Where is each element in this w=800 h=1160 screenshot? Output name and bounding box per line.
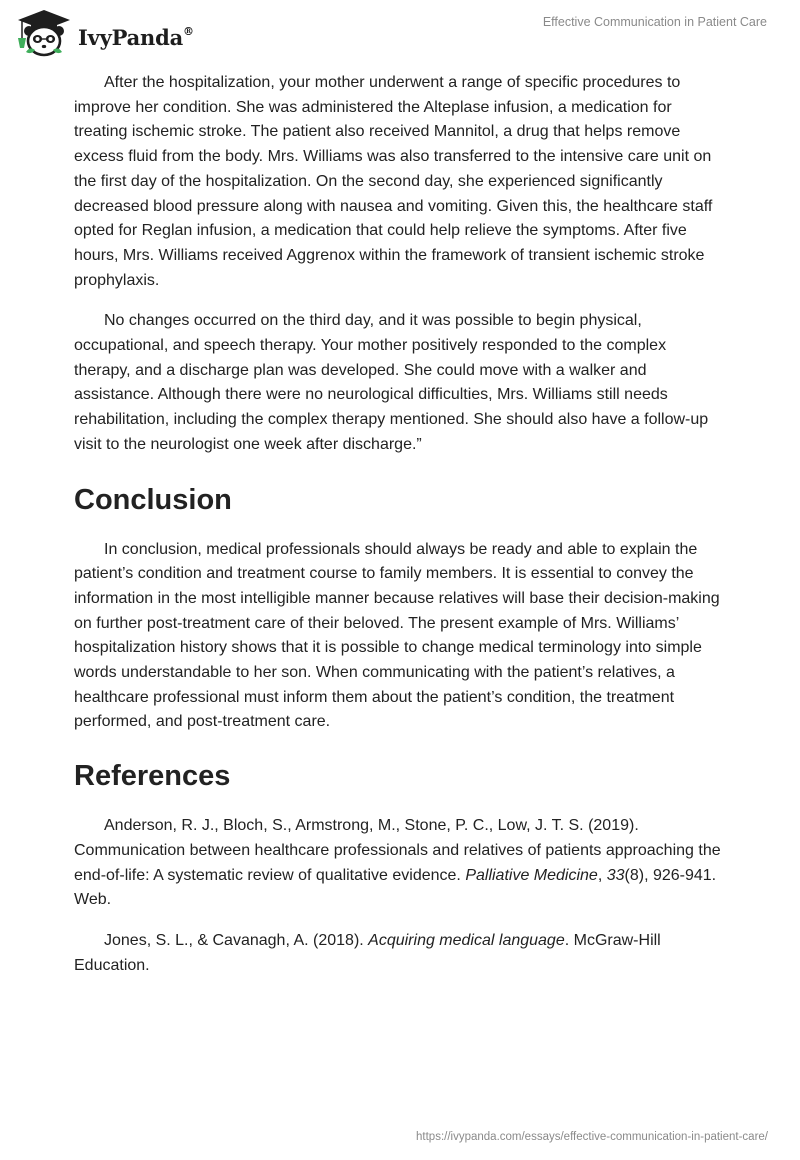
essay-content: [74, 71, 724, 994]
body-paragraph: No changes occurred on the third day, and it was possible to begin physical, occupational, and speech therapy. Your mother positively responded to the complex therapy, and a discharge plan was developed. She could move with a walker and assistance. Although there were no neurological difficulties, Mrs. Williams still needs rehabilitation, including the complex therapy mentioned. She should also have a follow-up visit to the neurologist one week after discharge.”: [74, 312, 709, 453]
body-paragraph: After the hospitalization, your mother underwent a range of specific procedures to improve her condition. She was administered the Alteplase infusion, a medication for treating ischemic stroke. The patient also received Mannitol, a drug that helps remove excess fluid from the body. Mrs. Williams was also transferred to the intensive care unit on the first day of the hospitalization. On the second day, she experienced significantly decreased blood pressure along with nausea and vomiting. Given this, the healthcare staff opted for Reglan infusion, a medication that could help relieve the symptoms. After five hours, Mrs. Williams received Aggrenox within the framework of transient ischemic stroke prophylaxis.: [74, 74, 713, 289]
reference-entry: Anderson, R. J., Bloch, S., Armstrong, M., Stone, P. C., Low, J. T. S. (2019). Communication between healthcare professionals and relatives of patients approaching the end-of-life: A systematic review of qualitative evidence. Palliative Medicine, 33(8), 926-941. Web.: [74, 817, 721, 909]
references-heading: References: [74, 760, 231, 793]
page-header: [0, 0, 800, 70]
panda-graduate-logo-icon: [14, 8, 74, 60]
reference-entry: Jones, S. L., & Cavanagh, A. (2018). Acquiring medical language. McGraw-Hill Education.: [74, 931, 661, 974]
conclusion-paragraph: In conclusion, medical professionals should always be ready and able to explain the patient’s condition and treatment course to family members. It is essential to convey the information in the most intelligible manner because relatives will base their decision-making on further post-treatment care of their beloved. The present example of Mrs. Williams’ hospitalization history shows that it is possible to change medical terminology into simple words understandable to her son. When communicating with the patient’s relatives, a healthcare professional must inform them about the patient’s condition, the treatment performed, and post-treatment care.: [74, 540, 720, 731]
conclusion-heading: Conclusion: [74, 483, 232, 516]
ivypanda-logo[interactable]: [14, 8, 194, 60]
document-title: Effective Communication in Patient Care: [542, 15, 767, 29]
source-url-link[interactable]: https://ivypanda.com/essays/effective-communication-in-patient-care/: [416, 1131, 768, 1143]
brand-name: IvyPanda®: [78, 24, 194, 50]
